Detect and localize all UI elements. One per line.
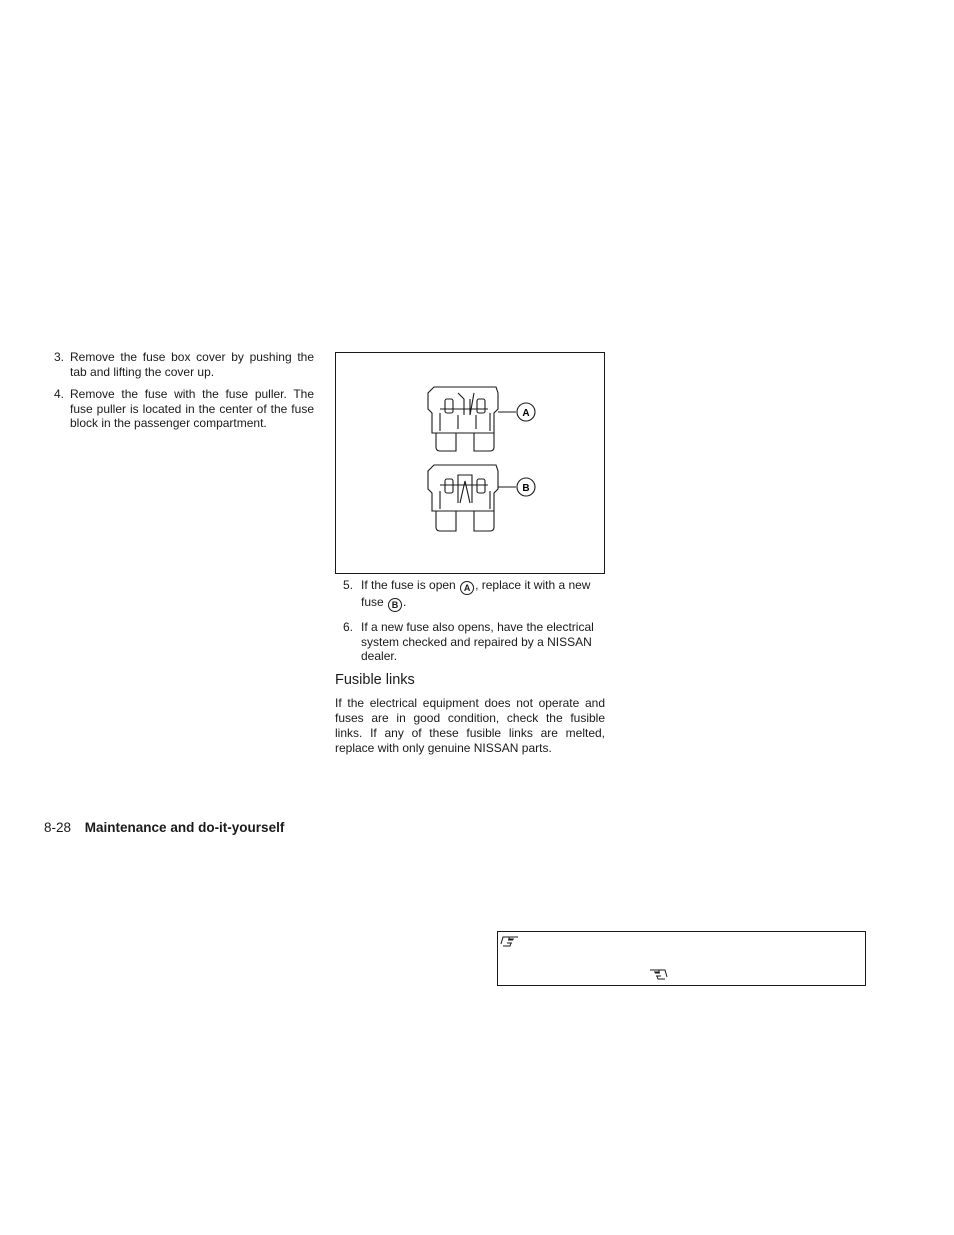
pointing-hand-icon [648,967,668,981]
fusible-links-paragraph: If the electrical equipment does not operate and fuses are in good condition, check the fusible links. If any of these fusible links are melted, replace with only genuine NISSAN parts. [335,695,605,755]
step-number: 3. [53,350,64,364]
step-number: 6. [342,620,353,634]
fuse-new-drawing [428,465,498,531]
callout-a-label: A [522,408,530,419]
step-text: Remove the fuse box cover by pushing the tab and lifting the cover up. [70,350,314,379]
step-6 [335,620,605,664]
section-name: Maintenance and do-it-yourself [84,820,285,835]
fuse-diagram [336,353,604,573]
step-text-post: . [403,595,407,609]
callout-b-label: B [522,483,530,494]
right-instructions [335,578,605,756]
step-text: If a new fuse also opens, have the electrical system checked and repaired by a NISSAN dealer. [361,620,594,663]
step-text-mid: , replace it with a new fuse [361,578,591,609]
fuse-open-drawing [428,387,498,451]
step-5 [335,578,605,612]
step-4 [48,387,314,431]
step-number: 5. [342,578,353,592]
note-box [497,931,866,986]
marker-b: B [388,598,402,612]
left-instructions [48,350,314,439]
fuse-illustration [335,352,605,574]
step-text: Remove the fuse with the fuse puller. The fuse puller is located in the center of the fuse block in the passenger compartment. [70,387,314,430]
page-number: 8-28 [44,820,72,835]
pointing-hand-icon [500,934,520,948]
section-heading: Fusible links [335,671,415,688]
step-text-pre: If the fuse is open [361,578,456,592]
step-3 [48,350,314,379]
marker-a: A [460,581,474,595]
page-footer [44,820,284,835]
step-number: 4. [53,387,64,401]
